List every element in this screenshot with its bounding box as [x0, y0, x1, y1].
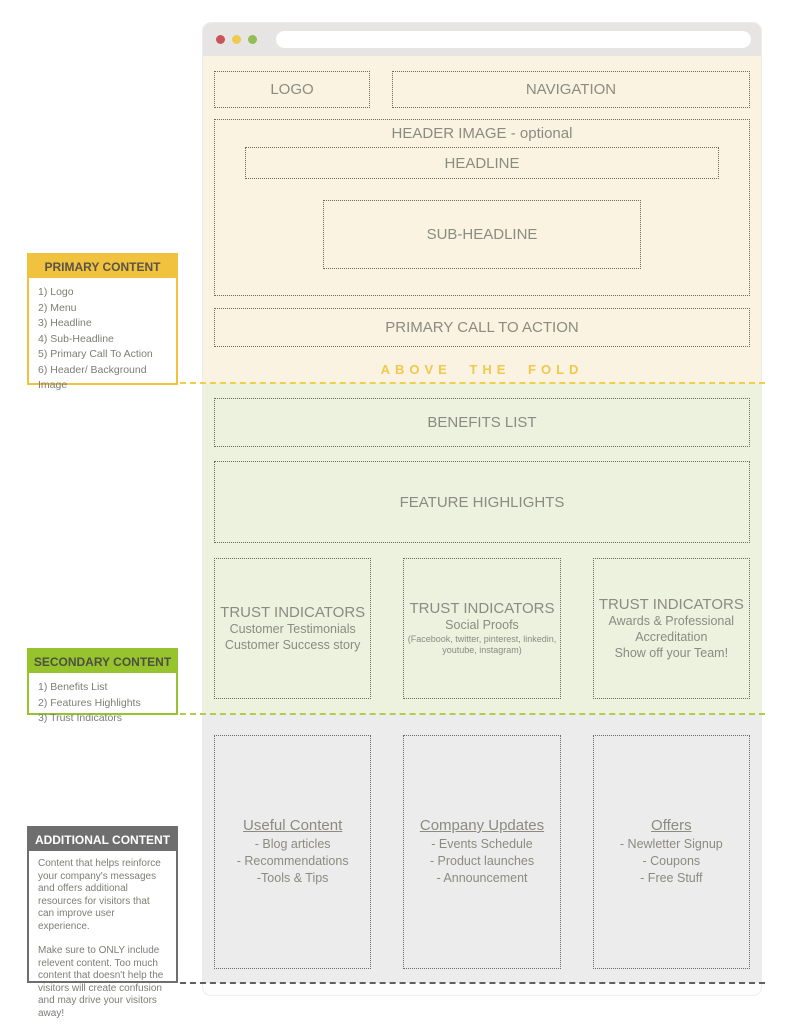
- trust-line: Awards & Professional Accreditation: [608, 613, 735, 644]
- feature-highlights-placeholder: [214, 461, 750, 543]
- benefits-list-label: BENEFITS LIST: [427, 414, 537, 431]
- secondary-content-title: SECONDARY CONTENT: [29, 650, 176, 673]
- above-the-fold-label: ABOVE THE FOLD: [380, 362, 584, 377]
- primary-cta-label: PRIMARY CALL TO ACTION: [385, 319, 579, 336]
- header-image-label: HEADER IMAGE - optional: [391, 125, 573, 142]
- traffic-light-red-icon: [216, 35, 225, 44]
- additional-columns-row: [214, 735, 750, 969]
- headline-label: HEADLINE: [444, 154, 520, 172]
- section-secondary-content: [203, 383, 761, 714]
- feature-highlights-label: FEATURE HIGHLIGHTS: [399, 493, 565, 511]
- trust-line: Customer Success story: [224, 637, 361, 652]
- column-item: - Announcement: [436, 871, 528, 885]
- logo-label: LOGO: [270, 81, 314, 98]
- header-image-placeholder: [214, 119, 750, 296]
- company-updates-column: [403, 735, 560, 969]
- primary-content-title: PRIMARY CONTENT: [29, 255, 176, 278]
- navigation-label: NAVIGATION: [525, 81, 617, 98]
- trust-indicators-testimonials: [214, 558, 371, 699]
- benefits-list-placeholder: [214, 398, 750, 447]
- fold-boundary-line: [180, 382, 765, 384]
- traffic-light-yellow-icon: [232, 35, 241, 44]
- additional-content-note: [29, 851, 176, 1024]
- sub-headline-placeholder: [323, 200, 641, 269]
- list-item: 5) Primary Call To Action: [38, 348, 153, 360]
- column-item: - Blog articles: [254, 837, 331, 851]
- offers-column: [593, 735, 750, 969]
- trust-line: Show off your Team!: [614, 645, 729, 660]
- trust-indicators-row: [214, 558, 750, 699]
- trust-line: Social Proofs: [445, 618, 519, 632]
- navigation-placeholder: [392, 71, 750, 108]
- list-item: 6) Header/ Background Image: [38, 363, 147, 391]
- column-title: Offers: [651, 817, 692, 834]
- page-content: [203, 56, 761, 995]
- column-item: - Free Stuff: [640, 871, 703, 885]
- url-bar: [276, 31, 751, 48]
- useful-content-column: [214, 735, 371, 969]
- list-item: 2) Features Highlights: [38, 696, 141, 709]
- trust-title: TRUST INDICATORS: [409, 600, 555, 617]
- trust-title: TRUST INDICATORS: [598, 595, 744, 613]
- list-item: 2) Menu: [38, 301, 77, 314]
- trust-indicators-social-proofs: [403, 558, 560, 699]
- column-item: - Coupons: [642, 854, 701, 868]
- note-paragraph: Content that helps reinforce your company's messages and offers additional resources for visitors that can improve user experience.: [38, 858, 161, 932]
- traffic-light-green-icon: [248, 35, 257, 44]
- secondary-boundary-line: [180, 713, 765, 715]
- sub-headline-label: SUB-HEADLINE: [426, 226, 538, 243]
- headline-placeholder: [245, 147, 719, 179]
- primary-cta-placeholder: [214, 308, 750, 347]
- list-item: 1) Benefits List: [38, 681, 108, 693]
- trust-social-networks: (Facebook, twitter, pinterest, linkedin, youtube, instagram): [407, 634, 557, 655]
- trust-title: TRUST INDICATORS: [220, 603, 366, 621]
- column-item: - Events Schedule: [431, 837, 533, 851]
- column-title: Useful Content: [243, 817, 343, 834]
- trust-indicators-awards: [593, 558, 750, 699]
- browser-bottom-strip: [203, 983, 761, 995]
- column-item: - Product launches: [429, 854, 535, 868]
- primary-content-callout: [27, 253, 178, 391]
- column-item: - Recommendations: [236, 854, 349, 868]
- list-item: 3) Trust Indicators: [38, 712, 123, 724]
- secondary-content-callout: [27, 648, 178, 724]
- browser-window: [203, 23, 761, 995]
- list-item: 4) Sub-Headline: [38, 332, 114, 345]
- logo-placeholder: [214, 71, 370, 108]
- additional-boundary-line: [180, 982, 765, 984]
- list-item: 1) Logo: [38, 286, 74, 298]
- column-item: - Newletter Signup: [619, 837, 723, 851]
- note-paragraph: Make sure to ONLY include relevent content. Too much content that doesn't help the visitors will create confusion and may drive your visitors away!: [38, 945, 164, 1019]
- additional-content-callout: [27, 826, 178, 1019]
- trust-line: Customer Testimonials: [229, 621, 356, 636]
- secondary-content-list: [29, 673, 176, 731]
- section-above-the-fold: [203, 56, 761, 383]
- additional-content-title: ADDITIONAL CONTENT: [29, 828, 176, 851]
- column-title: Company Updates: [419, 817, 545, 834]
- list-item: 3) Headline: [38, 317, 92, 329]
- header-row: [214, 71, 750, 108]
- section-additional-content: [203, 714, 761, 983]
- browser-chrome-bar: [203, 23, 761, 56]
- primary-content-list: [29, 278, 176, 398]
- column-item: -Tools & Tips: [256, 871, 329, 885]
